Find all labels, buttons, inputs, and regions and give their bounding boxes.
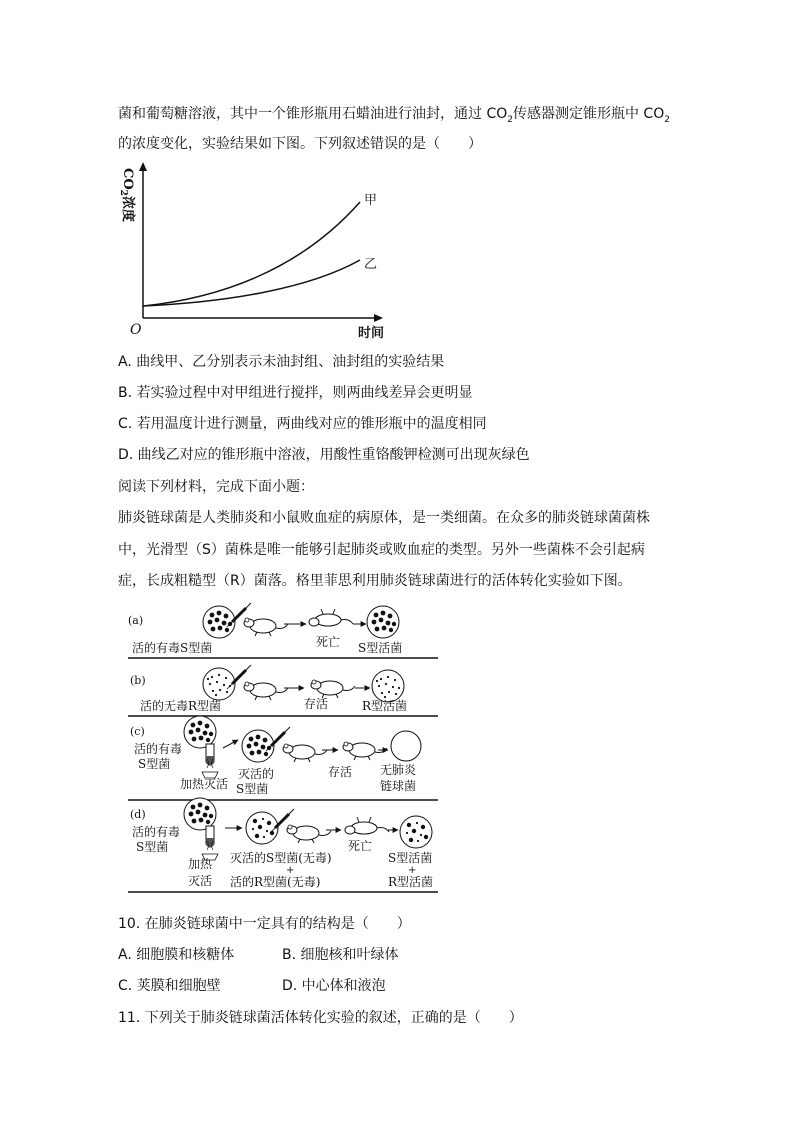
row-c-tag: (c)	[130, 725, 145, 738]
row-b-tag: (b)	[130, 674, 146, 687]
svg-text:活的R型菌(无毒): 活的R型菌(无毒)	[230, 875, 321, 889]
svg-text:加热: 加热	[188, 857, 213, 871]
material-p3: 症，长成粗糙型（R）菌落。格里菲思利用肺炎链球菌进行的活体转化实验如下图。	[118, 573, 632, 589]
svg-text:活的有毒: 活的有毒	[132, 825, 181, 839]
svg-text:S型菌: S型菌	[236, 782, 269, 796]
curve-jia-label: 甲	[364, 193, 378, 208]
heated-tube-icon	[202, 826, 218, 860]
q9-option-a: A. 曲线甲、乙分别表示未油封组、油封组的实验结果	[118, 354, 445, 370]
svg-text:死亡: 死亡	[348, 839, 373, 853]
s-colony-dish	[184, 716, 216, 748]
svg-text:死亡: 死亡	[316, 635, 341, 649]
svg-text:S型活菌: S型活菌	[358, 641, 403, 655]
row-a-tag: (a)	[128, 614, 144, 627]
q10-option-b: B. 细胞核和叶绿体	[282, 947, 399, 963]
curve-jia	[143, 202, 360, 306]
heated-tube-icon	[202, 744, 218, 778]
svg-text:灭活的: 灭活的	[238, 767, 275, 781]
s-colony-dish	[203, 606, 235, 638]
x-axis-arrow	[374, 314, 383, 322]
q11-stem: 11. 下列关于肺炎链球菌活体转化实验的叙述，正确的是（ ）	[118, 1010, 523, 1026]
svg-text:无肺炎: 无肺炎	[380, 763, 417, 777]
svg-text:灭活: 灭活	[188, 874, 213, 888]
mouse-icon	[244, 682, 288, 700]
svg-text:加热灭活: 加热灭活	[180, 777, 229, 791]
curve-yi	[143, 260, 360, 306]
dead-mouse-icon	[345, 817, 389, 834]
r-colony-dish	[203, 668, 235, 700]
mixed-dish	[246, 812, 278, 844]
svg-text:活的有毒: 活的有毒	[134, 742, 183, 756]
svg-text:灭活的S型菌(无毒): 灭活的S型菌(无毒)	[230, 851, 332, 865]
s-colony-dish	[184, 798, 216, 830]
svg-text:活的有毒S型菌: 活的有毒S型菌	[132, 641, 213, 655]
dead-mouse-icon	[309, 609, 353, 626]
mouse-icon	[287, 825, 331, 843]
q10-option-c: C. 荚膜和细胞壁	[118, 978, 221, 994]
griffith-diagram	[126, 600, 441, 895]
svg-text:S型菌: S型菌	[138, 757, 171, 771]
q9-option-b: B. 若实验过程中对甲组进行搅拌，则两曲线差异会更明显	[118, 385, 473, 401]
intro-line-2: 的浓度变化，实验结果如下图。下列叙述错误的是（ ）	[118, 136, 482, 152]
svg-text:R型活菌: R型活菌	[388, 875, 434, 889]
q10-option-a: A. 细胞膜和核糖体	[118, 947, 235, 963]
chart-ylabel: $CO_2$浓度	[118, 168, 135, 222]
material-p2: 中，光滑型（S）菌株是唯一能够引起肺炎或败血症的类型。另外一些菌株不会引起病	[118, 542, 645, 558]
q9-option-c: C. 若用温度计进行测量，两曲线对应的锥形瓶中的温度相同	[118, 416, 487, 432]
live-mouse-icon	[343, 742, 387, 760]
svg-text:活的无毒R型菌: 活的无毒R型菌	[140, 699, 222, 713]
svg-text:+: +	[286, 865, 295, 876]
s-colony-dish	[367, 606, 399, 638]
svg-text:链球菌: 链球菌	[380, 779, 417, 793]
dead-s-dish	[242, 730, 274, 762]
mixed-colony-dish	[400, 816, 432, 848]
svg-text:R型活菌: R型活菌	[362, 699, 408, 713]
chart-xlabel: 时间	[358, 326, 385, 341]
co2-chart	[110, 160, 410, 345]
svg-text:S型活菌: S型活菌	[388, 851, 433, 865]
material-p1: 肺炎链球菌是人类肺炎和小鼠败血症的病原体，是一类细菌。在众多的肺炎链球菌菌株	[118, 510, 650, 526]
svg-text:存活: 存活	[304, 697, 329, 711]
live-mouse-icon	[311, 680, 355, 698]
svg-text:存活: 存活	[328, 765, 353, 779]
svg-text:S型菌: S型菌	[136, 840, 169, 854]
r-colony-dish	[372, 670, 404, 702]
y-axis-arrow	[139, 162, 147, 171]
chart-origin: O	[130, 322, 142, 338]
mouse-icon	[283, 744, 327, 762]
row-d-tag: (d)	[130, 808, 146, 821]
intro-line-1: 菌和葡萄糖溶液，其中一个锥形瓶用石蜡油进行油封，通过 $CO_2$传感器测定锥形瓶中 $CO_2$	[118, 106, 670, 125]
empty-dish	[391, 731, 421, 761]
mouse-icon	[244, 618, 288, 636]
q9-option-d: D. 曲线乙对应的锥形瓶中溶液，用酸性重铬酸钾检测可出现灰绿色	[118, 447, 530, 463]
svg-text:+: +	[408, 865, 417, 876]
curve-yi-label: 乙	[364, 257, 378, 272]
q10-stem: 10. 在肺炎链球菌中一定具有的结构是（ ）	[118, 916, 411, 932]
q10-option-d: D. 中心体和液泡	[282, 978, 386, 994]
material-heading: 阅读下列材料，完成下面小题：	[118, 479, 314, 495]
